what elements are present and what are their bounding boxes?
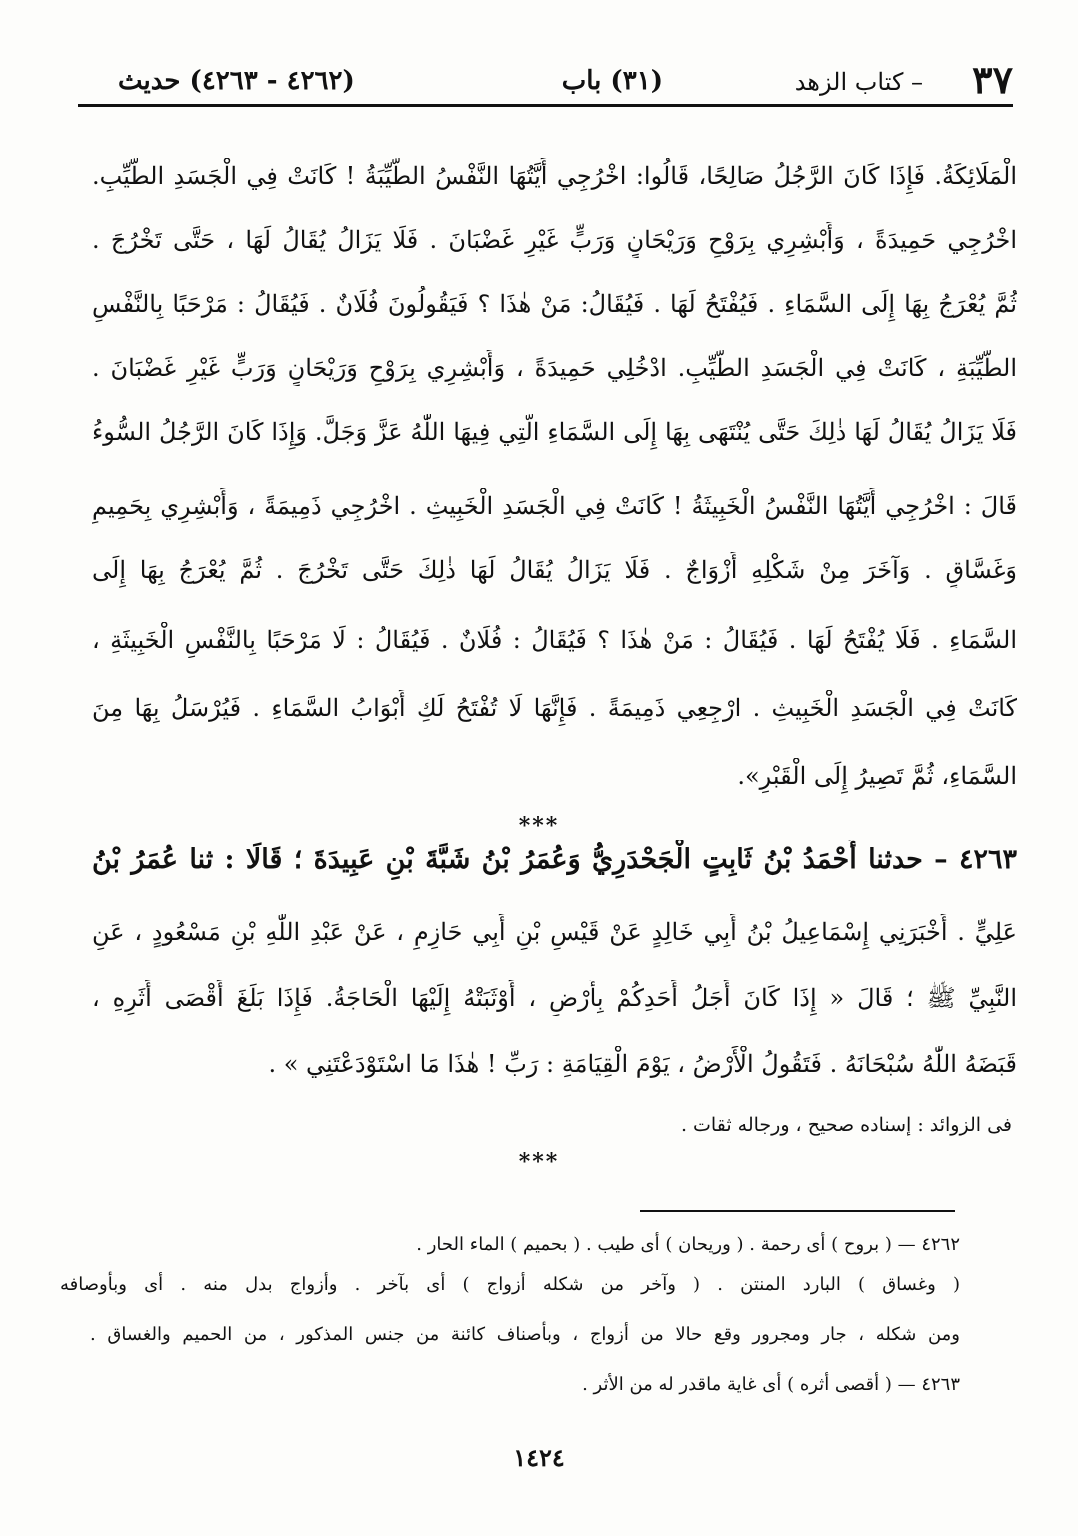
section-separator: *** — [518, 813, 560, 839]
body-line: وَغَسَّاقٍ . وَآخَرَ مِنْ شَكْلِهِ أَزْوَاجٌ . فَلَا يَزَالُ يُقَالُ لَهَا ذٰلِكَ حَتَّى تَخْرُجَ . ثُمَّ يُعْرَجُ بِهَا إِلَى — [92, 556, 1017, 584]
hadith-line: قَبَضَهُ اللّٰهُ سُبْحَانَهُ . فَتَقُولُ الْأَرْضُ ، يَوْمَ الْقِيَامَةِ : رَبِّ ! هٰذَا مَا اسْتَوْدَعْتَنِي » . — [268, 1050, 1017, 1078]
body-line: ثُمَّ يُعْرَجُ بِهَا إِلَى السَّمَاءِ . فَيُفْتَحُ لَهَا . فَيُقَالُ: مَنْ هٰذَا ؟ فَيَقُولُونَ فُلَانٌ . فَيُقَالُ : مَرْحَبًا بِالنَّفْسِ — [92, 290, 1017, 318]
footnote-line: ومن شكله ، جار ومجرور وقع حالا من أزواج ، وبأصناف كائنة من جنس المذكور ، من الحميم والغساق . — [90, 1324, 960, 1345]
header-chapter: (٣١) باب — [561, 66, 663, 96]
footnote-line: ٤٢٦٢ — ( بروح ) أى رحمة . ( وريحان ) أى طيب . ( بحميم ) الماء الحار . — [416, 1234, 960, 1255]
body-line: السَّمَاءِ . فَلَا يُفْتَحُ لَهَا . فَيُقَالُ : مَنْ هٰذَا ؟ فَيُقَالُ : فُلَانٌ . فَيُقَالُ : لَا مَرْحَبًا بِالنَّفْسِ الْخَبِيثَةِ ، — [92, 626, 1017, 654]
hadith-line: ٤٢٦٣ – حدثنا أَحْمَدُ بْنُ ثَابِتٍ الْجَحْدَرِيُّ وَعُمَرُ بْنُ شَبَّةَ بْنِ عَبِيدَةَ ؛ قَالَا : ثنا عُمَرُ بْنُ — [92, 844, 1017, 875]
footnote-line: ٤٢٦٣ — ( أقصى أثره ) أى غاية ماقدر له من الأثر . — [582, 1374, 960, 1395]
hadith-line: عَلِيٍّ . أَخْبَرَنِي إِسْمَاعِيلُ بْنُ أَبِي خَالِدٍ عَنْ قَيْسِ بْنِ أَبِي حَازِمٍ ، عَنْ عَبْدِ اللّٰهِ بْنِ مَسْعُودٍ ، عَنِ — [92, 918, 1017, 946]
header-page-number: ٣٧ — [972, 57, 1013, 102]
body-line: قَالَ : اخْرُجِي أَيَّتُهَا النَّفْسُ الْخَبِيثَةُ ! كَانَتْ فِي الْجَسَدِ الْخَبِيثِ . اخْرُجِي ذَمِيمَةً ، وَأَبْشِرِي بِحَمِيمٍ — [92, 492, 1017, 520]
body-line: السَّمَاءِ، ثُمَّ تَصِيرُ إِلَى الْقَبْرِ». — [737, 762, 1017, 790]
footnote-line: ( وغساق ) البارد المنتن . ( وآخر من شكله أزواج ) أى بآخر . وأزواج بدل منه . أى وبأوصافه — [60, 1274, 960, 1295]
page-number: ١٤٢٤ — [513, 1443, 565, 1472]
zawaid-note: فى الزوائد : إسناده صحيح ، ورجاله ثقات . — [680, 1114, 1012, 1136]
body-line: فَلَا يَزَالُ يُقَالُ لَهَا ذٰلِكَ حَتَّى يُنْتَهَى بِهَا إِلَى السَّمَاءِ الَّتِي فِيهَا اللّٰهُ عَزَّ وَجَلَّ. وَإِذَا كَانَ الرَّجُلُ السُّوءُ — [92, 418, 1017, 446]
header-hadith-range: (٤٢٦٢ - ٤٢٦٣) حديث — [118, 66, 355, 96]
hadith-line: النَّبِيِّ ﷺ ؛ قَالَ « إِذَا كَانَ أَجَلُ أَحَدِكُمْ بِأَرْضٍ ، أَوْثَبَتْهُ إِلَيْهَا الْحَاجَةُ. فَإِذَا بَلَغَ أَقْصَى أَثَرِهِ ، — [92, 984, 1017, 1012]
body-line: الْمَلَائِكَةُ. فَإِذَا كَانَ الرَّجُلُ صَالِحًا، قَالُوا: اخْرُجِي أَيَّتُهَا النَّفْسُ الطَّيِّبَةُ ! كَانَتْ فِي الْجَسَدِ الطَّيِّبِ. — [92, 162, 1017, 190]
body-line: اخْرُجِي حَمِيدَةً ، وَأَبْشِرِي بِرَوْحٍ وَرَيْحَانٍ وَرَبٍّ غَيْرِ غَضْبَانَ . فَلَا يَزَالُ يُقَالُ لَهَا ، حَتَّى تَخْرُجَ . — [92, 226, 1017, 254]
header-rule — [78, 104, 1013, 107]
body-line: الطَّيِّبَةِ ، كَانَتْ فِي الْجَسَدِ الطَّيِّبِ. ادْخُلِي حَمِيدَةً ، وَأَبْشِرِي بِرَوْحٍ وَرَيْحَانٍ وَرَبٍّ غَيْرِ غَضْبَانَ . — [92, 354, 1017, 382]
footnote-rule — [640, 1210, 955, 1212]
body-line: كَانَتْ فِي الْجَسَدِ الْخَبِيثِ . ارْجِعِي ذَمِيمَةً . فَإِنَّهَا لَا تُفْتَحُ لَكِ أَبْوَابُ السَّمَاءِ . فَيُرْسَلُ بِهَا مِنَ — [92, 694, 1017, 722]
running-header — [78, 58, 1013, 102]
header-book-title: – كتاب الزهد — [794, 68, 923, 96]
section-separator: *** — [518, 1149, 560, 1175]
